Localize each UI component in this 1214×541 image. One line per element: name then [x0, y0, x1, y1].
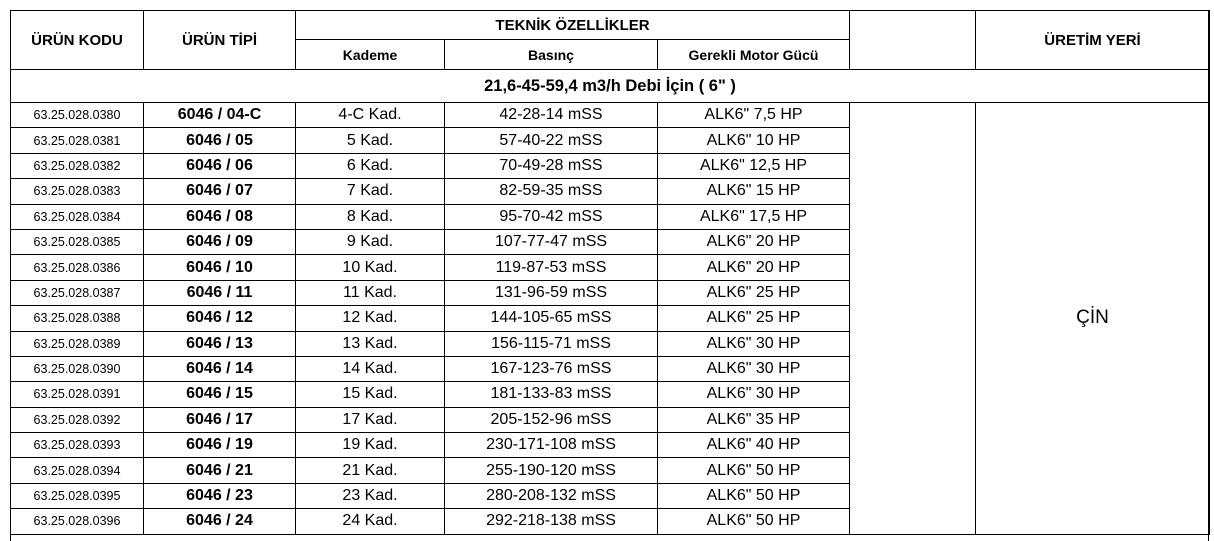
motor-power-cell: ALK6" 35 HP [658, 407, 850, 432]
stage-cell: 23 Kad. [296, 483, 445, 508]
motor-power-cell: ALK6" 17,5 HP [658, 204, 850, 229]
pressure-cell: 119-87-53 mSS [445, 255, 658, 280]
header-product-type: ÜRÜN TİPİ [144, 11, 296, 70]
pressure-cell: 167-123-76 mSS [445, 356, 658, 381]
stage-cell: 4-C Kad. [296, 103, 445, 128]
product-type-cell: 6046 / 06 [144, 153, 296, 178]
section-title: 21,6-45-59,4 m3/h Debi İçin ( 6" ) [11, 70, 1210, 103]
pressure-cell: 156-115-71 mSS [445, 331, 658, 356]
header-stage: Kademe [296, 40, 445, 70]
product-code-cell: 63.25.028.0381 [11, 128, 144, 153]
motor-power-cell: ALK6" 25 HP [658, 280, 850, 305]
product-type-cell: 6046 / 12 [144, 306, 296, 331]
pressure-cell: 70-49-28 mSS [445, 153, 658, 178]
motor-power-cell: ALK6" 12,5 HP [658, 153, 850, 178]
header-spacer [850, 11, 976, 70]
motor-power-cell: ALK6" 50 HP [658, 483, 850, 508]
stage-cell: 17 Kad. [296, 407, 445, 432]
product-code-cell: 63.25.028.0395 [11, 483, 144, 508]
header-motor-power: Gerekli Motor Gücü [658, 40, 850, 70]
product-type-cell: 6046 / 21 [144, 458, 296, 483]
spacer-cell [850, 103, 976, 535]
table-row [11, 103, 1210, 128]
pressure-cell: 205-152-96 mSS [445, 407, 658, 432]
product-code-cell: 63.25.028.0391 [11, 382, 144, 407]
stage-cell: 12 Kad. [296, 306, 445, 331]
stage-cell: 24 Kad. [296, 509, 445, 534]
stage-cell: 15 Kad. [296, 382, 445, 407]
pressure-cell: 280-208-132 mSS [445, 483, 658, 508]
product-type-cell: 6046 / 24 [144, 509, 296, 534]
motor-power-cell: ALK6" 10 HP [658, 128, 850, 153]
product-code-cell: 63.25.028.0393 [11, 433, 144, 458]
stage-cell: 11 Kad. [296, 280, 445, 305]
product-type-cell: 6046 / 05 [144, 128, 296, 153]
motor-power-cell: ALK6" 50 HP [658, 509, 850, 534]
stage-cell: 8 Kad. [296, 204, 445, 229]
motor-power-cell: ALK6" 20 HP [658, 229, 850, 254]
product-code-cell: 63.25.028.0389 [11, 331, 144, 356]
product-type-cell: 6046 / 13 [144, 331, 296, 356]
product-type-cell: 6046 / 17 [144, 407, 296, 432]
product-type-cell: 6046 / 19 [144, 433, 296, 458]
stage-cell: 19 Kad. [296, 433, 445, 458]
motor-power-cell: ALK6" 7,5 HP [658, 103, 850, 128]
pressure-cell: 107-77-47 mSS [445, 229, 658, 254]
stage-cell: 13 Kad. [296, 331, 445, 356]
product-code-cell: 63.25.028.0380 [11, 103, 144, 128]
product-spec-table [10, 10, 1210, 535]
pressure-cell: 292-218-138 mSS [445, 509, 658, 534]
pressure-cell: 95-70-42 mSS [445, 204, 658, 229]
header-technical-specs: TEKNİK ÖZELLİKLER [296, 11, 850, 40]
motor-power-cell: ALK6" 30 HP [658, 382, 850, 407]
pressure-cell: 255-190-120 mSS [445, 458, 658, 483]
product-type-cell: 6046 / 11 [144, 280, 296, 305]
header-pressure: Basınç [445, 40, 658, 70]
product-code-cell: 63.25.028.0394 [11, 458, 144, 483]
motor-power-cell: ALK6" 20 HP [658, 255, 850, 280]
product-code-cell: 63.25.028.0390 [11, 356, 144, 381]
section-row [11, 70, 1210, 103]
stage-cell: 21 Kad. [296, 458, 445, 483]
pressure-cell: 57-40-22 mSS [445, 128, 658, 153]
stage-cell: 10 Kad. [296, 255, 445, 280]
product-type-cell: 6046 / 15 [144, 382, 296, 407]
motor-power-cell: ALK6" 25 HP [658, 306, 850, 331]
stage-cell: 9 Kad. [296, 229, 445, 254]
pressure-cell: 42-28-14 mSS [445, 103, 658, 128]
product-code-cell: 63.25.028.0383 [11, 179, 144, 204]
header-product-code: ÜRÜN KODU [11, 11, 144, 70]
motor-power-cell: ALK6" 30 HP [658, 356, 850, 381]
product-code-cell: 63.25.028.0387 [11, 280, 144, 305]
pressure-cell: 230-171-108 mSS [445, 433, 658, 458]
product-code-cell: 63.25.028.0382 [11, 153, 144, 178]
motor-power-cell: ALK6" 50 HP [658, 458, 850, 483]
pressure-cell: 131-96-59 mSS [445, 280, 658, 305]
header-row-1 [11, 11, 1210, 40]
product-code-cell: 63.25.028.0392 [11, 407, 144, 432]
motor-power-cell: ALK6" 15 HP [658, 179, 850, 204]
product-type-cell: 6046 / 04-C [144, 103, 296, 128]
product-code-cell: 63.25.028.0388 [11, 306, 144, 331]
product-type-cell: 6046 / 09 [144, 229, 296, 254]
product-type-cell: 6046 / 23 [144, 483, 296, 508]
pressure-cell: 82-59-35 mSS [445, 179, 658, 204]
product-code-cell: 63.25.028.0385 [11, 229, 144, 254]
motor-power-cell: ALK6" 30 HP [658, 331, 850, 356]
product-code-cell: 63.25.028.0386 [11, 255, 144, 280]
production-place-cell: ÇİN [976, 103, 1210, 535]
pressure-cell: 181-133-83 mSS [445, 382, 658, 407]
stage-cell: 7 Kad. [296, 179, 445, 204]
motor-power-cell: ALK6" 40 HP [658, 433, 850, 458]
product-type-cell: 6046 / 10 [144, 255, 296, 280]
product-type-cell: 6046 / 07 [144, 179, 296, 204]
product-code-cell: 63.25.028.0384 [11, 204, 144, 229]
product-code-cell: 63.25.028.0396 [11, 509, 144, 534]
stage-cell: 14 Kad. [296, 356, 445, 381]
stage-cell: 5 Kad. [296, 128, 445, 153]
pressure-cell: 144-105-65 mSS [445, 306, 658, 331]
header-production-place: ÜRETİM YERİ [976, 11, 1210, 70]
product-type-cell: 6046 / 14 [144, 356, 296, 381]
table-body [11, 103, 1210, 535]
stage-cell: 6 Kad. [296, 153, 445, 178]
product-type-cell: 6046 / 08 [144, 204, 296, 229]
